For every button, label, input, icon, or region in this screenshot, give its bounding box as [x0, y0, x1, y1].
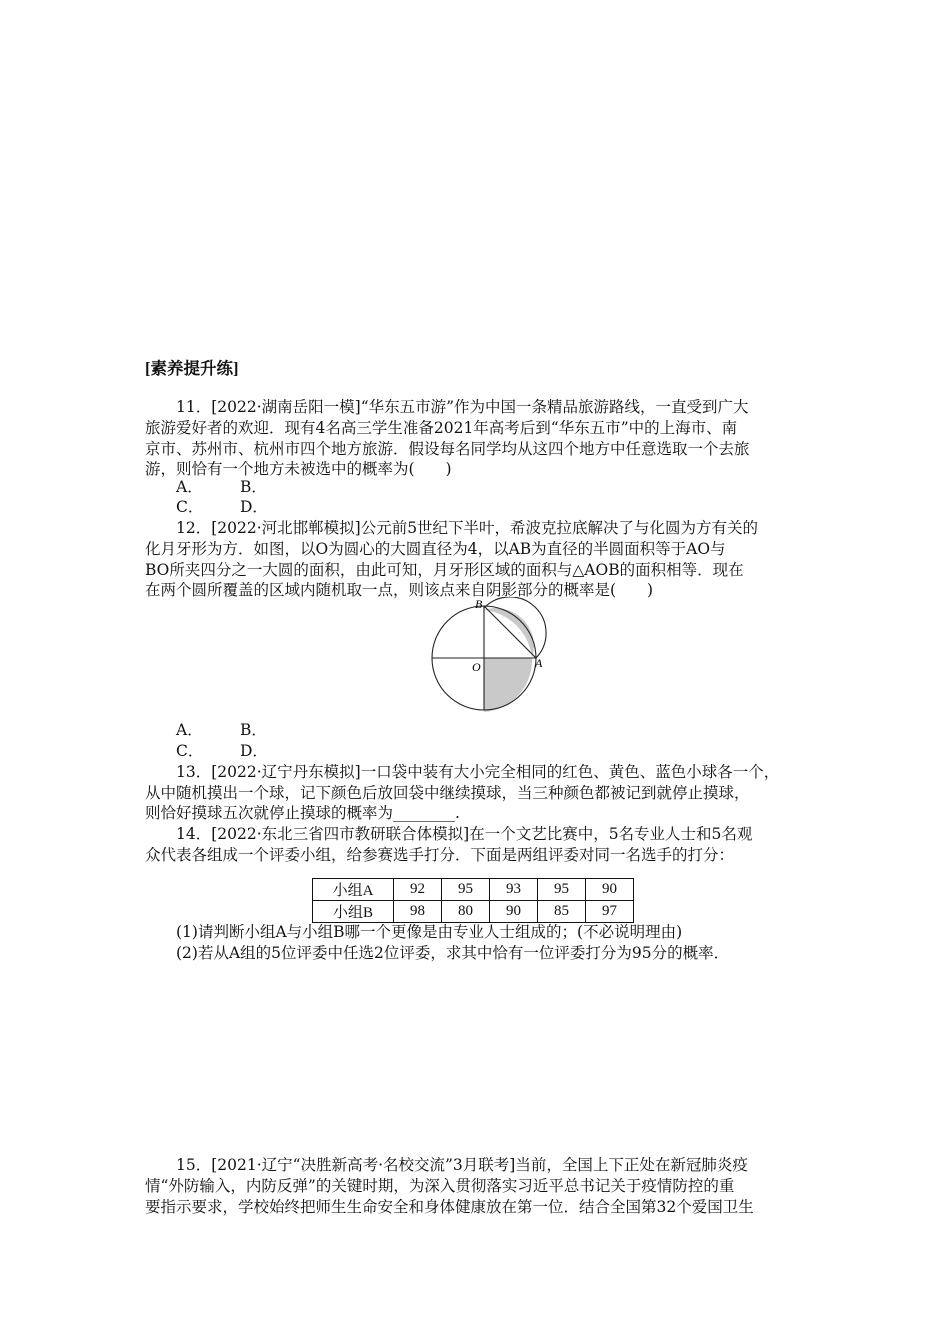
q11-line: 旅游爱好者的欢迎．现有4名高三学生准备2021年高考后到“华东五市”中的上海市、南	[145, 419, 738, 437]
q15-line: 要指示要求，学校始终把师生生命安全和身体健康放在第一位．结合全国第32个爱国卫生	[145, 1198, 754, 1216]
q12-option-a: A．	[176, 721, 203, 739]
table-cell: 小组B	[313, 901, 394, 923]
q11-option-c: C．	[176, 498, 204, 516]
table-cell: 92	[394, 879, 442, 901]
q12-line: 12．[2022·河北邯郸模拟]公元前5世纪下半叶，希波克拉底解决了与化圆为方有关的	[176, 519, 759, 537]
q13-line: 13．[2022·辽宁丹东模拟]一口袋中装有大小完全相同的红色、黄色、蓝色小球各一个，	[176, 763, 780, 781]
label-a: A	[535, 656, 543, 670]
q12-option-d: D．	[240, 742, 268, 760]
table-cell: 98	[394, 901, 442, 923]
table-row	[313, 901, 634, 923]
q13-line: 则恰好摸球五次就停止摸球的概率为________.	[145, 804, 460, 822]
table-cell: 97	[586, 901, 634, 923]
table-cell: 小组A	[313, 879, 394, 901]
table-cell: 85	[538, 901, 586, 923]
q12-option-c: C．	[176, 742, 204, 760]
q11-line: 11．[2022·湖南岳阳一模]“华东五市游”作为中国一条精品旅游路线，一直受到广大	[176, 398, 749, 416]
q11-line: 京市、苏州市、杭州市四个地方旅游．假设每名同学均从这四个地方中任意选取一个去旅	[145, 440, 750, 458]
q15-line: 15．[2021·辽宁“决胜新高考·名校交流”3月联考]当前，全国上下正处在新冠肺炎疫	[176, 1156, 748, 1174]
q12-line: BO所夹四分之一大圆的面积，由此可知，月牙形区域的面积与△AOB的面积相等．现在	[145, 561, 744, 579]
q11-option-b: B．	[240, 478, 267, 496]
q13-line: 从中随机摸出一个球，记下颜色后放回袋中继续摸球，当三种颜色都被记到就停止摸球，	[145, 784, 750, 802]
ab-semicircle	[484, 597, 546, 658]
section-title: [素养提升练]	[145, 359, 239, 378]
table-cell: 90	[490, 901, 538, 923]
label-b: B	[475, 597, 483, 611]
label-o: O	[472, 660, 481, 674]
table-cell: 95	[538, 879, 586, 901]
score-table	[312, 878, 634, 923]
q14-sub-question: (1)请判断小组A与小组B哪一个更像是由专业人士组成的；(不必说明理由)	[176, 923, 683, 941]
q11-option-d: D．	[240, 498, 268, 516]
q12-line: 化月牙形为方．如图，以O为圆心的大圆直径为4，以AB为直径的半圆面积等于AO与	[145, 540, 726, 558]
q11-option-a: A．	[176, 478, 203, 496]
table-row	[313, 879, 634, 901]
q15-line: 情“外防输入，内防反弹”的关键时期，为深入贯彻落实习近平总书记关于疫情防控的重	[145, 1177, 735, 1195]
q12-line: 在两个圆所覆盖的区域内随机取一点，则该点来自阴影部分的概率是( )	[145, 581, 654, 599]
upper-lune-shading	[484, 608, 534, 658]
q14-line: 众代表各组成一个评委小组，给参赛选手打分．下面是两组评委对同一名选手的打分：	[145, 846, 735, 864]
table-cell: 80	[442, 901, 490, 923]
q12-option-b: B．	[240, 721, 267, 739]
q14-line: 14．[2022·东北三省四市教研联合体模拟]在一个文艺比赛中，5名专业人士和5名观	[176, 825, 753, 843]
lune-figure	[428, 597, 558, 719]
q14-sub-question: (2)若从A组的5位评委中任选2位评委，求其中恰有一位评委打分为95分的概率．	[176, 944, 730, 962]
q11-line: 游，则恰有一个地方未被选中的概率为( )	[145, 460, 452, 478]
table-cell: 93	[490, 879, 538, 901]
table-cell: 95	[442, 879, 490, 901]
table-cell: 90	[586, 879, 634, 901]
